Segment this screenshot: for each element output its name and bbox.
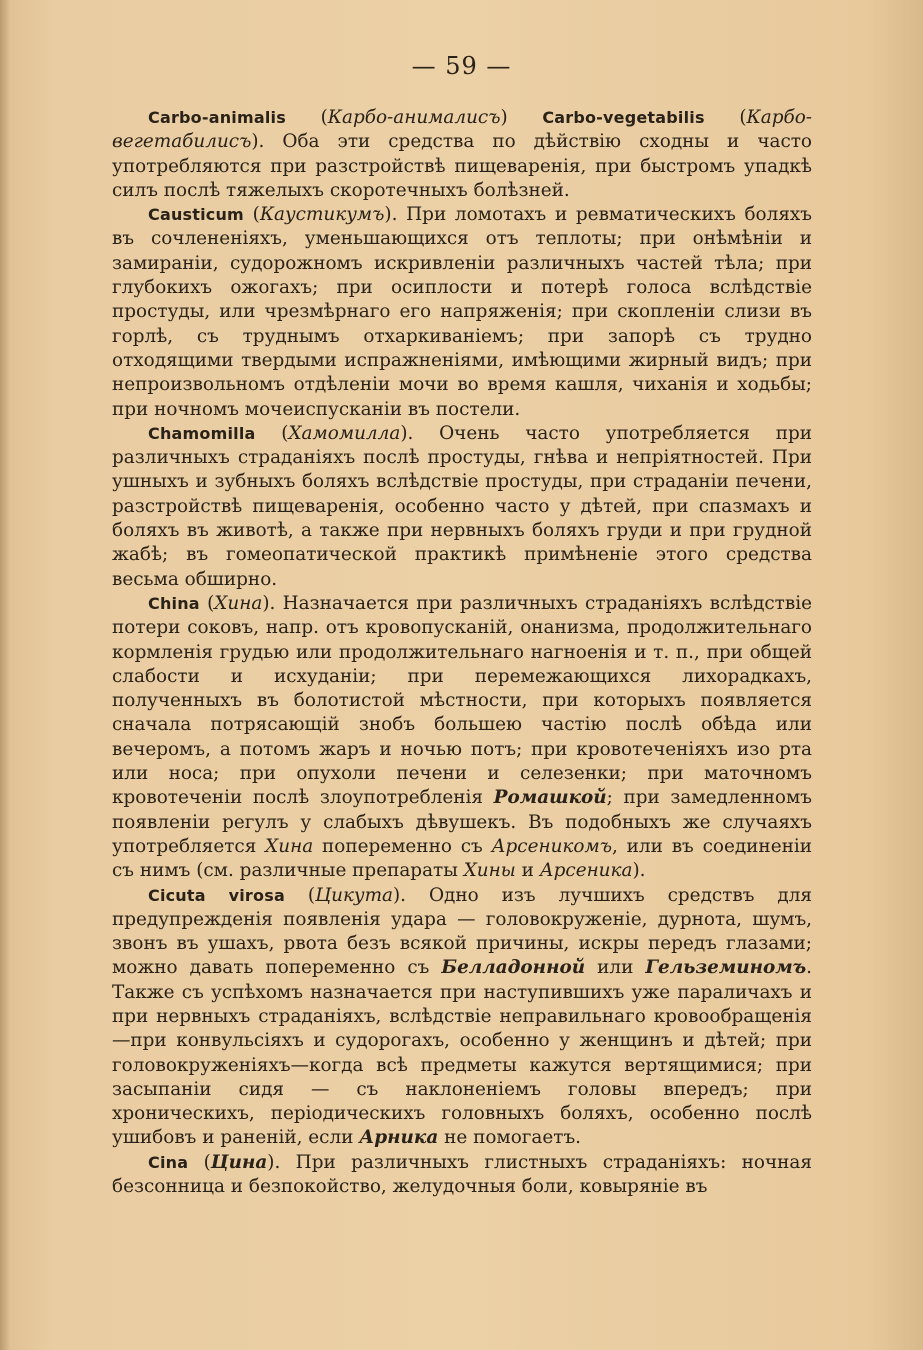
italic-term: Белладонной [441, 957, 586, 979]
text-run: ). Очень часто употребляется при различныхъ страданiяхъ послѣ простуды, гнѣва и непрiятностей. При ушныхъ и зубныхъ боляхъ вслѣдствiе простуды, при страданiи печени, разстройствѣ пищеваренiя, особенно часто у дѣтей, при спазмахъ и боляхъ въ животѣ, а также при нервныхъ боляхъ груди и при грудной жабѣ; въ гомеопатической практикѣ примѣненiе этого средства весьма обширно. [112, 422, 812, 590]
remedy-name: Cina [148, 1152, 189, 1172]
italic-term: Ромашкой [493, 787, 607, 809]
remedy-alias: Карбо-анималисъ [327, 107, 501, 128]
remedy-name: Chamomilla [148, 423, 256, 443]
remedy-name: Carbo-animalis [148, 108, 286, 127]
remedy-name: Cicuta virosa [148, 885, 285, 905]
text-run: ( [199, 592, 215, 614]
text-run: и [515, 860, 540, 882]
remedy-alias: Цикута [315, 884, 393, 906]
text-run: ( [285, 107, 328, 128]
text-run: ( [255, 422, 289, 444]
text-run: ( [188, 1151, 211, 1173]
text-run: ( [284, 884, 316, 906]
remedy-alias: Хина [214, 592, 263, 614]
text-run: ). Одно изъ лучшихъ средствъ для предупрежденiя появленiя удара — головокруженiе, дурнота, шумъ, звонъ въ ушахъ, рвота безъ всякой причины, искры передъ глазами; можно давать попеременно съ [112, 884, 812, 979]
remedy-alias: Карбо-вегетабилисъ [112, 107, 812, 153]
text-run: ). При ломотахъ и ревматическихъ боляхъ въ сочлененiяхъ, уменьшающихся отъ теплоты; при онѣмѣнiи и замиранiи, судорожномъ искривленiи различныхъ частей тѣла; при глубокихъ ожогахъ; при осиплости и потерѣ голоса вслѣдствiе простуды, или чрезмѣрнаго его напряженiя; при скопленiи слизи въ горлѣ, съ труднымъ отхаркиванiемъ; при запорѣ съ трудно отходящими твердыми испражненiями, имѣющими жирный видъ; при непроизвольномъ отдѣленiи мочи во время кашля, чиханiя и ходьбы; при ночномъ мочеиспусканiи въ постели. [112, 204, 812, 420]
italic-term: Арника [359, 1127, 439, 1149]
entry-china [112, 592, 812, 884]
text-run: или [585, 957, 646, 979]
text-run: ). [632, 860, 646, 882]
italic-term: Хины [463, 860, 516, 882]
text-run: , или въ соединенiи съ нимъ (см. различные препараты [112, 835, 812, 882]
text-run: не помогаетъ. [438, 1127, 581, 1149]
remedy-alias: Каустикумъ [259, 204, 385, 226]
page-edge-shadow [0, 0, 10, 1350]
text-run: ). При различныхъ глистныхъ страданiяхъ: ночная безсонница и безпокойство, желудочныя боли, ковырянiе въ [112, 1151, 812, 1198]
entry-carbo [112, 106, 812, 203]
body-text [112, 106, 812, 1199]
remedy-alias: Цина [210, 1151, 268, 1173]
italic-term: Арсеникомъ [491, 835, 612, 857]
text-run: ( [704, 107, 747, 128]
remedy-name: Causticum [148, 205, 244, 225]
remedy-name: Carbo-vegetabilis [542, 108, 705, 127]
entry-cina [112, 1151, 812, 1200]
italic-term: Хина [265, 835, 314, 857]
text-run: ; при замедленномъ появленiи регулъ у слабыхъ дѣвушекъ. Въ подобныхъ же случаяхъ употребляется [112, 787, 812, 857]
remedy-name: China [148, 593, 200, 613]
entry-cicuta [112, 884, 812, 1151]
entry-chamomilla [112, 422, 812, 592]
page-number: — 59 — [411, 52, 512, 80]
italic-term: Гельземиномъ [645, 957, 807, 979]
text-run: . Также съ успѣхомъ назначается при наступившихъ уже параличахъ и при нервныхъ страданiяхъ, вслѣдствiе неправильнаго кровообращенiя—при конвульсiяхъ и судорогахъ, особенно у женщинъ и дѣтей; при головокруженiяхъ—когда всѣ предметы кажутся вертящимися; при засыпанiи сидя — съ наклоненiемъ головы впередъ; при хроническихъ, перiодическихъ головныхъ боляхъ, особенно послѣ ушибовъ и раненiй, если [112, 957, 813, 1149]
text-run: ). Назначается при различныхъ страданiяхъ вслѣдствiе потери соковъ, напр. отъ кровопусканiй, онанизма, продолжительнаго кормленiя грудью или продолжительнаго нагноенiя и т. п., при общей слабости и исхуданiи; при перемежающихся лихорадкахъ, полученныхъ въ болотистой мѣстности, при которыхъ появляется сначала потрясающiй знобъ большею частiю послѣ обѣда или вечеромъ, а потомъ жаръ и ночью потъ; при кровотеченiяхъ изо рта или носа; при опухоли печени и селезенки; при маточномъ кровотеченiи послѣ злоупотребленiя [112, 592, 812, 809]
text-run: ( [243, 204, 260, 226]
italic-term: Арсеника [539, 860, 633, 882]
entry-causticum [112, 203, 812, 422]
text-run: попеременно съ [313, 835, 492, 857]
remedy-alias: Хамомилла [288, 422, 401, 444]
text-run: ) [500, 107, 543, 128]
text-run: ). Оба эти средства по дѣйствiю сходны и часто употребляются при разстройствѣ пищеваренiя, при быстромъ упадкѣ силъ послѣ тяжелыхъ скоротечныхъ болѣзней. [112, 131, 812, 201]
